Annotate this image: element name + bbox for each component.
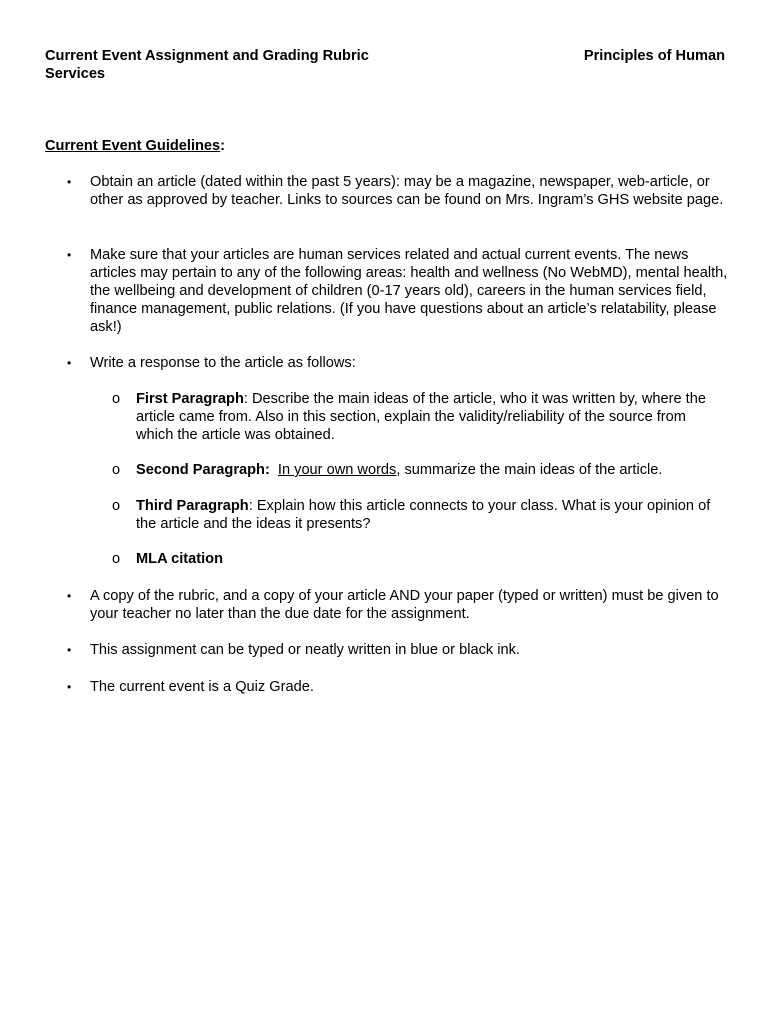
bullet-icon: • xyxy=(67,643,72,657)
list-item-text: The current event is a Quiz Grade. xyxy=(90,679,314,695)
sub-list-item-text xyxy=(136,550,726,568)
guidelines-heading xyxy=(45,137,225,155)
list-item-text: Obtain an article (dated within the past 5 years): may be a magazine, newspaper, web-article, or other as approved by teacher. Links to sources can be found on Mrs. Ingram’s GHS website page. xyxy=(90,174,724,208)
bullet-icon: • xyxy=(67,175,72,189)
sub-item-label: Second Paragraph: xyxy=(136,462,270,478)
guidelines-heading-text: Current Event Guidelines xyxy=(45,138,221,154)
list-item-text: A copy of the rubric, and a copy of your article AND your paper (typed or written) must be given to your teacher no later than the due date for the assignment. xyxy=(90,588,719,622)
list-item-text: Write a response to the article as follows: xyxy=(90,355,356,371)
bullet-icon: • xyxy=(67,680,72,694)
circle-bullet-icon: o xyxy=(112,391,121,407)
assignment-title: Current Event Assignment and Grading Rubric xyxy=(45,48,369,64)
sub-list-item-text xyxy=(136,497,726,533)
sub-item-label: Third Paragraph xyxy=(136,498,249,514)
sub-item-label: MLA citation xyxy=(136,551,224,567)
sub-list-item-text xyxy=(136,461,726,479)
sub-item-body: , summarize the main ideas of the article. xyxy=(396,462,663,478)
document-header xyxy=(45,47,725,87)
circle-bullet-icon: o xyxy=(112,462,121,478)
bullet-icon: • xyxy=(67,248,72,262)
course-title: Principles of Human xyxy=(583,48,725,64)
circle-bullet-icon: o xyxy=(112,551,121,567)
bullet-icon: • xyxy=(67,589,72,603)
sub-item-label: First Paragraph xyxy=(136,391,244,407)
guidelines-heading-colon: : xyxy=(220,138,226,154)
list-item-text: This assignment can be typed or neatly written in blue or black ink. xyxy=(90,642,520,658)
circle-bullet-icon: o xyxy=(112,498,121,514)
bullet-icon: • xyxy=(67,356,72,370)
sub-item-body: : Describe the main ideas of the article, who it was written by, where the article came from. Also in this section, explain the validity/reliability of the source from which the article was obtained. xyxy=(136,391,706,443)
sub-list-item-text xyxy=(136,390,726,444)
course-title-continuation: Services xyxy=(45,66,106,82)
sub-item-emphasis: In your own words xyxy=(277,462,397,478)
sub-item-body: : Explain how this article connects to your class. What is your opinion of the article and the ideas it presents? xyxy=(136,498,711,532)
list-item-text: Make sure that your articles are human services related and actual current events. The news articles may pertain to any of the following areas: health and wellness (No WebMD), mental health, the wellbeing and development of children (0-17 years old), careers in the human services field, finance management, public relations. (If you have questions about an article’s relatability, please ask!) xyxy=(90,247,728,335)
